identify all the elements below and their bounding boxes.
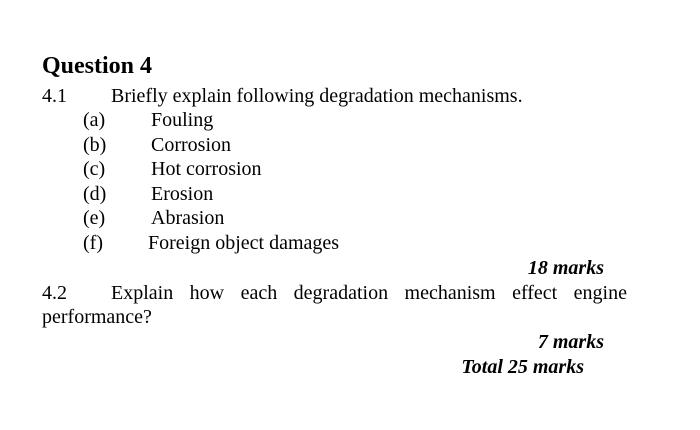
sub-item-text: Fouling — [151, 109, 214, 131]
sub-item-text: Erosion — [151, 183, 214, 205]
sub-item-label: (f) — [83, 232, 103, 254]
question-4-1-marks: 18 marks — [527, 257, 604, 279]
sub-item-label: (b) — [83, 134, 107, 156]
sub-item-text: Abrasion — [151, 207, 225, 229]
sub-item-label: (e) — [83, 207, 106, 229]
question-4-1-text: Briefly explain following degradation mechanisms. — [111, 85, 523, 107]
sub-item-text: Hot corrosion — [151, 158, 262, 180]
question-4-2-text-line2: performance? — [42, 306, 152, 328]
sub-item-text: Corrosion — [151, 134, 231, 156]
sub-item-label: (a) — [83, 109, 106, 131]
question-heading: Question 4 — [42, 53, 153, 79]
question-4-1-number: 4.1 — [42, 85, 67, 107]
sub-item-label: (c) — [83, 158, 106, 180]
total-marks: Total 25 marks — [461, 356, 584, 378]
sub-item-label: (d) — [83, 183, 107, 205]
sub-item-text: Foreign object damages — [148, 232, 340, 254]
question-4-2-text-line1: Explain how each degradation mechanism effect engine — [111, 282, 627, 304]
question-4-2-marks: 7 marks — [537, 331, 604, 353]
question-4-2-number: 4.2 — [42, 282, 67, 304]
